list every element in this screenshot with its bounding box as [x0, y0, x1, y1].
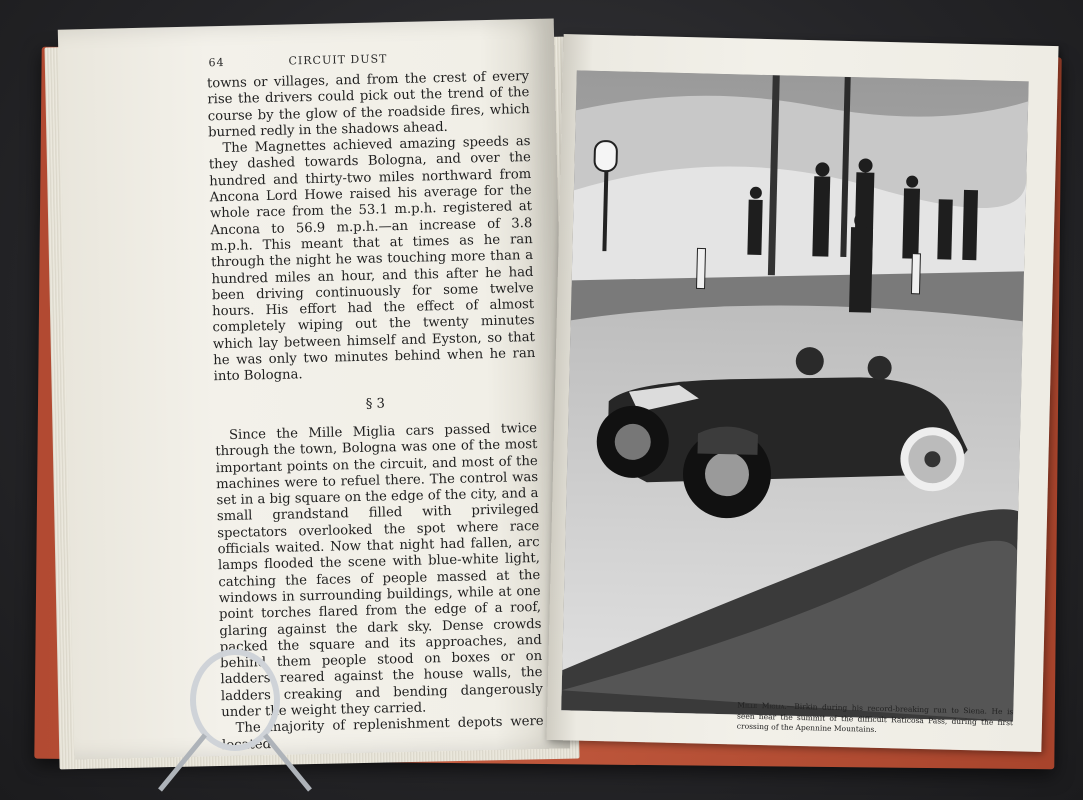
running-title: CIRCUIT DUST [288, 52, 388, 68]
page-number: 64 [208, 55, 225, 70]
photo-caption [737, 701, 1014, 739]
caption-lead: Mille Miglia. [737, 700, 787, 711]
paragraph: The Magnettes achieved amazing speeds as they dashed towards Bologna, and over the hundred and thirty-two miles northward from Ancona Lord Howe raised his average for the whole race from the 53.1 m.p.h. registered at Ancona to 56.9 m.p.h.—an increase of 3.8 m.p.h. This meant that at times as he ran through the night he was touching more than a hundred miles an hour, and this after he had been driving continuously for some twelve hours. His effort had the effect of almost completely wiping out the twenty minutes which lay between himself and Eyston, so that he was only two minutes behind when he ran into Bologna. [208, 134, 536, 385]
paragraph: towns or villages, and from the crest of every rise the drivers could pick out the trend of the course by the glow of the roadside fires, which burned redly in the shadows ahead. [206, 69, 530, 141]
race-car-photograph [561, 70, 1029, 721]
paragraph: The majority of replenishment depots were located [221, 714, 544, 753]
page-holder-clip [150, 640, 320, 800]
page-header [208, 49, 534, 70]
paragraph: Since the Mille Miglia cars passed twice through the town, Bologna was one of the most important points on the circuit, and most of the machines were to refuel there. The control was set in a big square on the edge of the city, and a small grandstand filled with privileged spectators overlooked the spot where race officials waited. Now that night had fallen, arc lamps flooded the scene with blue-white light, catching the faces of people massed at the windows in surrounding buildings, while at one point torches flared from the edge of a roof, glaring against the dark sky. Dense crowds packed the square and its approaches, and behind them people stood on boxes or on ladders reared against the house walls, the ladders creaking and bending dangerously under the weight they carried. [215, 420, 544, 721]
caption-text: —Birkin during his record-breaking run to Siena. He is seen near the summit of the difficult Raticosa Pass, during the first crossing of the Apennine Mountains. [736, 701, 1014, 734]
section-heading: § 3 [365, 396, 386, 412]
right-page [546, 34, 1058, 752]
